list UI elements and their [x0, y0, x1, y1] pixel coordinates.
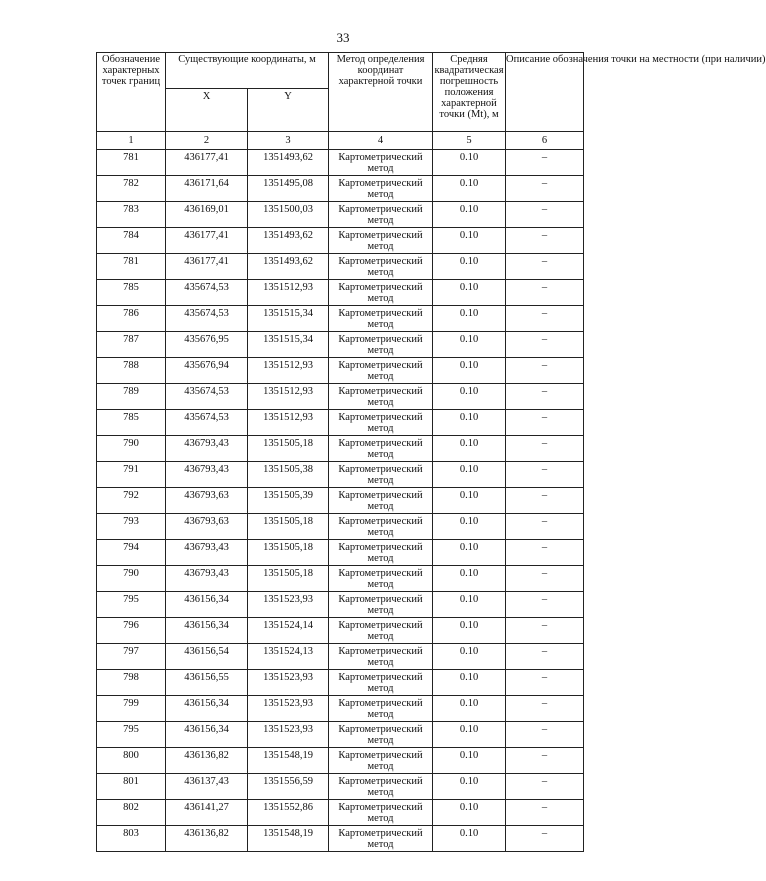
x-coordinate-cell: 436156,34: [166, 722, 248, 748]
coordinates-table: [96, 52, 766, 852]
point-cell: 790: [97, 436, 166, 462]
mean-error-cell: 0.10: [433, 488, 506, 514]
point-cell: 785: [97, 280, 166, 306]
description-cell: –: [506, 644, 584, 670]
table-row: [97, 384, 584, 410]
method-cell: Картометрический метод: [329, 176, 433, 202]
description-cell: –: [506, 826, 584, 852]
column-number: 3: [248, 132, 329, 150]
x-coordinate-cell: 435674,53: [166, 306, 248, 332]
header-y: Y: [248, 89, 329, 132]
x-coordinate-cell: 436177,41: [166, 228, 248, 254]
table-row: [97, 800, 584, 826]
method-cell: Картометрический метод: [329, 228, 433, 254]
x-coordinate-cell: 436793,63: [166, 514, 248, 540]
point-cell: 788: [97, 358, 166, 384]
mean-error-cell: 0.10: [433, 228, 506, 254]
table-row: [97, 722, 584, 748]
x-coordinate-cell: 436793,43: [166, 462, 248, 488]
table-row: [97, 540, 584, 566]
method-cell: Картометрический метод: [329, 254, 433, 280]
description-cell: –: [506, 488, 584, 514]
point-cell: 781: [97, 254, 166, 280]
y-coordinate-cell: 1351512,93: [248, 410, 329, 436]
point-cell: 790: [97, 566, 166, 592]
point-cell: 795: [97, 722, 166, 748]
mean-error-cell: 0.10: [433, 514, 506, 540]
point-cell: 784: [97, 228, 166, 254]
method-cell: Картометрический метод: [329, 566, 433, 592]
x-coordinate-cell: 435676,94: [166, 358, 248, 384]
method-cell: Картометрический метод: [329, 358, 433, 384]
description-cell: –: [506, 722, 584, 748]
description-cell: –: [506, 774, 584, 800]
description-cell: –: [506, 592, 584, 618]
description-cell: –: [506, 436, 584, 462]
y-coordinate-cell: 1351505,18: [248, 540, 329, 566]
mean-error-cell: 0.10: [433, 696, 506, 722]
column-number: 2: [166, 132, 248, 150]
x-coordinate-cell: 436793,43: [166, 540, 248, 566]
table-row: [97, 748, 584, 774]
x-coordinate-cell: 435674,53: [166, 410, 248, 436]
mean-error-cell: 0.10: [433, 254, 506, 280]
y-coordinate-cell: 1351523,93: [248, 670, 329, 696]
method-cell: Картометрический метод: [329, 332, 433, 358]
point-cell: 791: [97, 462, 166, 488]
point-cell: 802: [97, 800, 166, 826]
table-row: [97, 644, 584, 670]
point-cell: 797: [97, 644, 166, 670]
y-coordinate-cell: 1351505,39: [248, 488, 329, 514]
table-row: [97, 618, 584, 644]
table-row: [97, 280, 584, 306]
method-cell: Картометрический метод: [329, 306, 433, 332]
y-coordinate-cell: 1351552,86: [248, 800, 329, 826]
point-cell: 798: [97, 670, 166, 696]
mean-error-cell: 0.10: [433, 358, 506, 384]
header-description: Описание обозначения точки на местности (при наличии): [506, 53, 584, 132]
table-row: [97, 202, 584, 228]
mean-error-cell: 0.10: [433, 644, 506, 670]
table-row: [97, 514, 584, 540]
y-coordinate-cell: 1351505,38: [248, 462, 329, 488]
point-cell: 789: [97, 384, 166, 410]
table-row: [97, 254, 584, 280]
method-cell: Картометрический метод: [329, 670, 433, 696]
y-coordinate-cell: 1351493,62: [248, 254, 329, 280]
description-cell: –: [506, 384, 584, 410]
x-coordinate-cell: 436177,41: [166, 150, 248, 176]
method-cell: Картометрический метод: [329, 748, 433, 774]
method-cell: Картометрический метод: [329, 410, 433, 436]
table-row: [97, 566, 584, 592]
point-cell: 800: [97, 748, 166, 774]
y-coordinate-cell: 1351512,93: [248, 358, 329, 384]
point-cell: 801: [97, 774, 166, 800]
method-cell: Картометрический метод: [329, 592, 433, 618]
column-number: 5: [433, 132, 506, 150]
column-number: 1: [97, 132, 166, 150]
header-mean-error: Средняя квадратическая погрешность положения характерной точки (Mt), м: [433, 53, 506, 132]
table-row: [97, 436, 584, 462]
x-coordinate-cell: 436177,41: [166, 254, 248, 280]
description-cell: –: [506, 618, 584, 644]
description-cell: –: [506, 306, 584, 332]
y-coordinate-cell: 1351515,34: [248, 332, 329, 358]
y-coordinate-cell: 1351495,08: [248, 176, 329, 202]
mean-error-cell: 0.10: [433, 540, 506, 566]
table-row: [97, 462, 584, 488]
y-coordinate-cell: 1351523,93: [248, 696, 329, 722]
description-cell: –: [506, 748, 584, 774]
y-coordinate-cell: 1351512,93: [248, 280, 329, 306]
x-coordinate-cell: 436793,63: [166, 488, 248, 514]
point-cell: 793: [97, 514, 166, 540]
x-coordinate-cell: 435674,53: [166, 280, 248, 306]
header-existing-coordinates: Существующие координаты, м: [166, 53, 329, 89]
mean-error-cell: 0.10: [433, 670, 506, 696]
mean-error-cell: 0.10: [433, 150, 506, 176]
description-cell: –: [506, 150, 584, 176]
x-coordinate-cell: 436793,43: [166, 436, 248, 462]
table-row: [97, 332, 584, 358]
method-cell: Картометрический метод: [329, 462, 433, 488]
column-number: 4: [329, 132, 433, 150]
x-coordinate-cell: 435676,95: [166, 332, 248, 358]
point-cell: 786: [97, 306, 166, 332]
mean-error-cell: 0.10: [433, 800, 506, 826]
x-coordinate-cell: 435674,53: [166, 384, 248, 410]
y-coordinate-cell: 1351556,59: [248, 774, 329, 800]
mean-error-cell: 0.10: [433, 618, 506, 644]
method-cell: Картометрический метод: [329, 774, 433, 800]
table-header: [97, 53, 766, 150]
point-cell: 783: [97, 202, 166, 228]
x-coordinate-cell: 436141,27: [166, 800, 248, 826]
x-coordinate-cell: 436156,54: [166, 644, 248, 670]
description-cell: –: [506, 462, 584, 488]
mean-error-cell: 0.10: [433, 332, 506, 358]
point-cell: 785: [97, 410, 166, 436]
point-cell: 782: [97, 176, 166, 202]
description-cell: –: [506, 280, 584, 306]
point-cell: 803: [97, 826, 166, 852]
table-row: [97, 306, 584, 332]
column-number-row: [97, 132, 584, 150]
y-coordinate-cell: 1351512,93: [248, 384, 329, 410]
method-cell: Картометрический метод: [329, 384, 433, 410]
mean-error-cell: 0.10: [433, 826, 506, 852]
method-cell: Картометрический метод: [329, 696, 433, 722]
description-cell: –: [506, 176, 584, 202]
mean-error-cell: 0.10: [433, 306, 506, 332]
y-coordinate-cell: 1351500,03: [248, 202, 329, 228]
header-method: Метод определения координат характерной точки: [329, 53, 433, 132]
mean-error-cell: 0.10: [433, 748, 506, 774]
table-row: [97, 774, 584, 800]
header-point-designation: Обозначение характерных точек границ: [97, 53, 166, 132]
point-cell: 799: [97, 696, 166, 722]
y-coordinate-cell: 1351505,18: [248, 436, 329, 462]
x-coordinate-cell: 436169,01: [166, 202, 248, 228]
y-coordinate-cell: 1351524,13: [248, 644, 329, 670]
mean-error-cell: 0.10: [433, 462, 506, 488]
mean-error-cell: 0.10: [433, 384, 506, 410]
description-cell: –: [506, 514, 584, 540]
table-row: [97, 358, 584, 384]
table-row: [97, 488, 584, 514]
mean-error-cell: 0.10: [433, 592, 506, 618]
mean-error-cell: 0.10: [433, 176, 506, 202]
y-coordinate-cell: 1351493,62: [248, 150, 329, 176]
table-body: [97, 150, 584, 852]
description-cell: –: [506, 670, 584, 696]
mean-error-cell: 0.10: [433, 280, 506, 306]
method-cell: Картометрический метод: [329, 644, 433, 670]
y-coordinate-cell: 1351505,18: [248, 566, 329, 592]
x-coordinate-cell: 436156,55: [166, 670, 248, 696]
header-x: X: [166, 89, 248, 132]
table-row: [97, 176, 584, 202]
table-row: [97, 410, 584, 436]
point-cell: 794: [97, 540, 166, 566]
point-cell: 787: [97, 332, 166, 358]
method-cell: Картометрический метод: [329, 488, 433, 514]
x-coordinate-cell: 436136,82: [166, 748, 248, 774]
point-cell: 792: [97, 488, 166, 514]
description-cell: –: [506, 228, 584, 254]
description-cell: –: [506, 202, 584, 228]
y-coordinate-cell: 1351515,34: [248, 306, 329, 332]
mean-error-cell: 0.10: [433, 774, 506, 800]
description-cell: –: [506, 566, 584, 592]
method-cell: Картометрический метод: [329, 618, 433, 644]
table-row: [97, 150, 584, 176]
y-coordinate-cell: 1351524,14: [248, 618, 329, 644]
y-coordinate-cell: 1351505,18: [248, 514, 329, 540]
method-cell: Картометрический метод: [329, 150, 433, 176]
point-cell: 795: [97, 592, 166, 618]
description-cell: –: [506, 358, 584, 384]
method-cell: Картометрический метод: [329, 722, 433, 748]
description-cell: –: [506, 254, 584, 280]
table-row: [97, 826, 584, 852]
method-cell: Картометрический метод: [329, 826, 433, 852]
method-cell: Картометрический метод: [329, 280, 433, 306]
table-row: [97, 592, 584, 618]
method-cell: Картометрический метод: [329, 202, 433, 228]
page-number: 33: [336, 30, 350, 45]
method-cell: Картометрический метод: [329, 514, 433, 540]
description-cell: –: [506, 696, 584, 722]
x-coordinate-cell: 436137,43: [166, 774, 248, 800]
method-cell: Картометрический метод: [329, 436, 433, 462]
x-coordinate-cell: 436156,34: [166, 592, 248, 618]
point-cell: 796: [97, 618, 166, 644]
table-row: [97, 670, 584, 696]
x-coordinate-cell: 436156,34: [166, 696, 248, 722]
description-cell: –: [506, 800, 584, 826]
method-cell: Картометрический метод: [329, 800, 433, 826]
x-coordinate-cell: 436793,43: [166, 566, 248, 592]
y-coordinate-cell: 1351493,62: [248, 228, 329, 254]
table-row: [97, 696, 584, 722]
mean-error-cell: 0.10: [433, 722, 506, 748]
y-coordinate-cell: 1351548,19: [248, 748, 329, 774]
method-cell: Картометрический метод: [329, 540, 433, 566]
description-cell: –: [506, 540, 584, 566]
mean-error-cell: 0.10: [433, 436, 506, 462]
y-coordinate-cell: 1351523,93: [248, 722, 329, 748]
x-coordinate-cell: 436171,64: [166, 176, 248, 202]
column-number: 6: [506, 132, 584, 150]
description-cell: –: [506, 332, 584, 358]
x-coordinate-cell: 436156,34: [166, 618, 248, 644]
mean-error-cell: 0.10: [433, 410, 506, 436]
mean-error-cell: 0.10: [433, 202, 506, 228]
description-cell: –: [506, 410, 584, 436]
point-cell: 781: [97, 150, 166, 176]
x-coordinate-cell: 436136,82: [166, 826, 248, 852]
y-coordinate-cell: 1351523,93: [248, 592, 329, 618]
table-row: [97, 228, 584, 254]
mean-error-cell: 0.10: [433, 566, 506, 592]
y-coordinate-cell: 1351548,19: [248, 826, 329, 852]
